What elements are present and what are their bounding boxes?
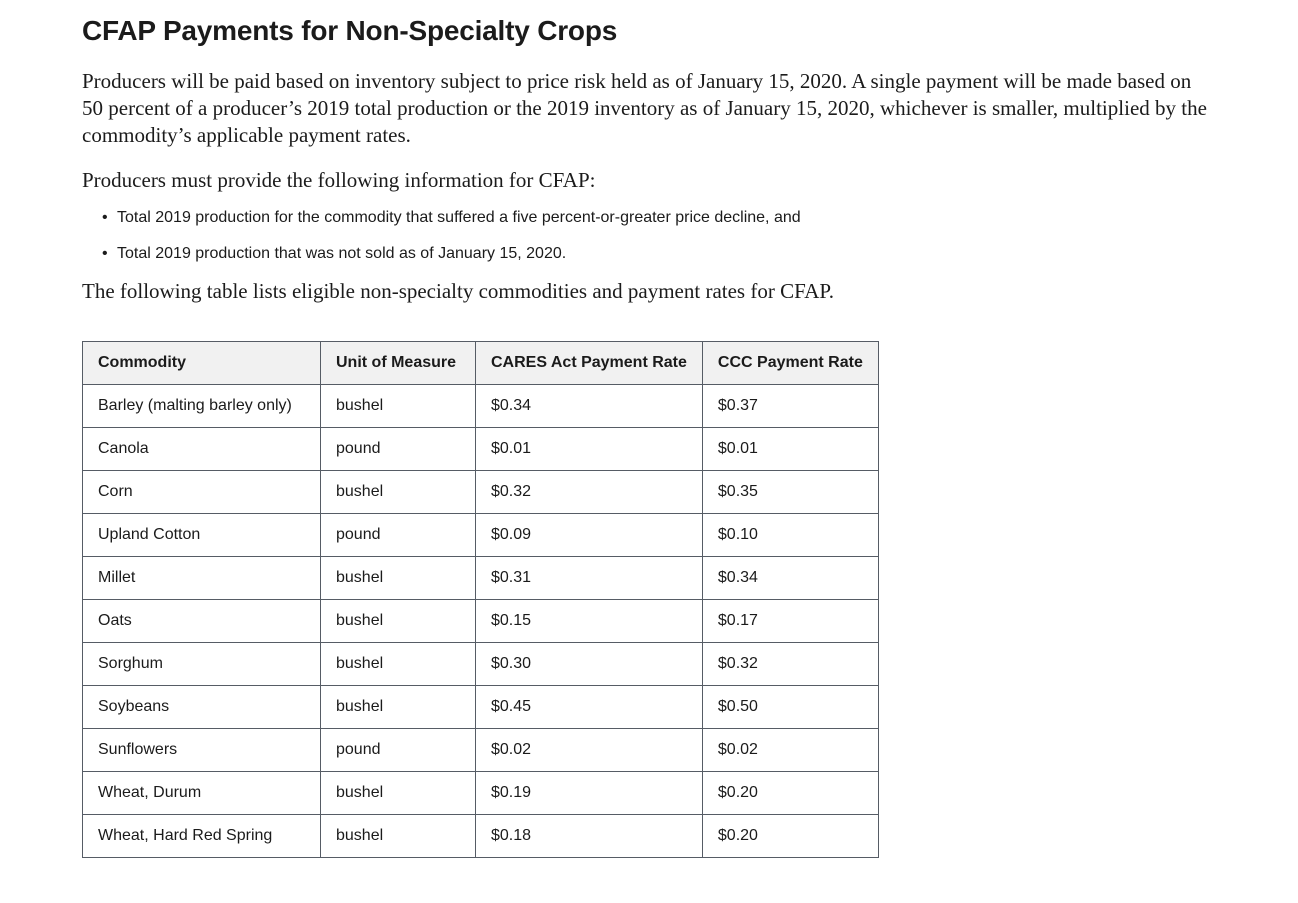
- cell-ccc-rate: $0.20: [702, 772, 878, 815]
- cell-cares-rate: $0.18: [476, 815, 703, 858]
- header-unit: Unit of Measure: [321, 342, 476, 385]
- cell-ccc-rate: $0.37: [702, 385, 878, 428]
- cell-unit: bushel: [321, 471, 476, 514]
- cell-cares-rate: $0.15: [476, 600, 703, 643]
- cell-ccc-rate: $0.34: [702, 557, 878, 600]
- cell-ccc-rate: $0.35: [702, 471, 878, 514]
- header-cares-rate: CARES Act Payment Rate: [476, 342, 703, 385]
- payment-rates-table: [82, 341, 879, 858]
- cell-unit: bushel: [321, 385, 476, 428]
- requirements-intro: Producers must provide the following information for CFAP:: [82, 168, 596, 192]
- cell-cares-rate: $0.45: [476, 686, 703, 729]
- header-commodity: Commodity: [83, 342, 321, 385]
- list-item: • Total 2019 production for the commodity that suffered a five percent-or-greater price decline, and: [102, 208, 1212, 228]
- cell-cares-rate: $0.02: [476, 729, 703, 772]
- cell-unit: bushel: [321, 686, 476, 729]
- requirements-list: [82, 208, 1212, 264]
- intro-paragraph: Producers will be paid based on inventory subject to price risk held as of January 15, 2020. A single payment will be made based on 50 percent of a producer’s 2019 total production or the 2019 inventory as of January 15, 2020, whichever is smaller, multiplied by the commodity’s applicable payment rates.: [82, 69, 1207, 147]
- cell-unit: pound: [321, 514, 476, 557]
- cell-ccc-rate: $0.50: [702, 686, 878, 729]
- table-row: [83, 600, 879, 643]
- cell-commodity: Corn: [83, 471, 321, 514]
- cell-commodity: Sorghum: [83, 643, 321, 686]
- list-item: • Total 2019 production that was not sold as of January 15, 2020.: [102, 244, 1212, 264]
- cell-cares-rate: $0.19: [476, 772, 703, 815]
- cell-commodity: Wheat, Hard Red Spring: [83, 815, 321, 858]
- cell-ccc-rate: $0.32: [702, 643, 878, 686]
- cell-unit: bushel: [321, 557, 476, 600]
- table-row: [83, 815, 879, 858]
- table-row: [83, 471, 879, 514]
- page-title: CFAP Payments for Non-Specialty Crops: [82, 15, 618, 46]
- header-ccc-rate: CCC Payment Rate: [702, 342, 878, 385]
- cell-cares-rate: $0.34: [476, 385, 703, 428]
- cell-unit: bushel: [321, 815, 476, 858]
- table-row: [83, 557, 879, 600]
- table-row: [83, 772, 879, 815]
- cell-unit: bushel: [321, 643, 476, 686]
- table-intro: The following table lists eligible non-specialty commodities and payment rates for CFAP.: [82, 279, 834, 303]
- table-row: [83, 428, 879, 471]
- table-row: [83, 643, 879, 686]
- cell-cares-rate: $0.01: [476, 428, 703, 471]
- cell-commodity: Canola: [83, 428, 321, 471]
- cell-cares-rate: $0.31: [476, 557, 703, 600]
- cell-cares-rate: $0.09: [476, 514, 703, 557]
- cell-ccc-rate: $0.10: [702, 514, 878, 557]
- cell-ccc-rate: $0.17: [702, 600, 878, 643]
- table-row: [83, 514, 879, 557]
- cell-commodity: Wheat, Durum: [83, 772, 321, 815]
- cell-cares-rate: $0.30: [476, 643, 703, 686]
- cell-ccc-rate: $0.02: [702, 729, 878, 772]
- table-row: [83, 686, 879, 729]
- cell-commodity: Soybeans: [83, 686, 321, 729]
- cell-commodity: Barley (malting barley only): [83, 385, 321, 428]
- table-row: [83, 729, 879, 772]
- cell-ccc-rate: $0.20: [702, 815, 878, 858]
- cell-unit: pound: [321, 428, 476, 471]
- cell-ccc-rate: $0.01: [702, 428, 878, 471]
- cell-unit: bushel: [321, 600, 476, 643]
- cell-cares-rate: $0.32: [476, 471, 703, 514]
- cell-commodity: Sunflowers: [83, 729, 321, 772]
- article-content: [82, 0, 1212, 858]
- cell-commodity: Upland Cotton: [83, 514, 321, 557]
- cell-unit: bushel: [321, 772, 476, 815]
- cell-unit: pound: [321, 729, 476, 772]
- cell-commodity: Millet: [83, 557, 321, 600]
- table-header-row: [83, 342, 879, 385]
- table-row: [83, 385, 879, 428]
- cell-commodity: Oats: [83, 600, 321, 643]
